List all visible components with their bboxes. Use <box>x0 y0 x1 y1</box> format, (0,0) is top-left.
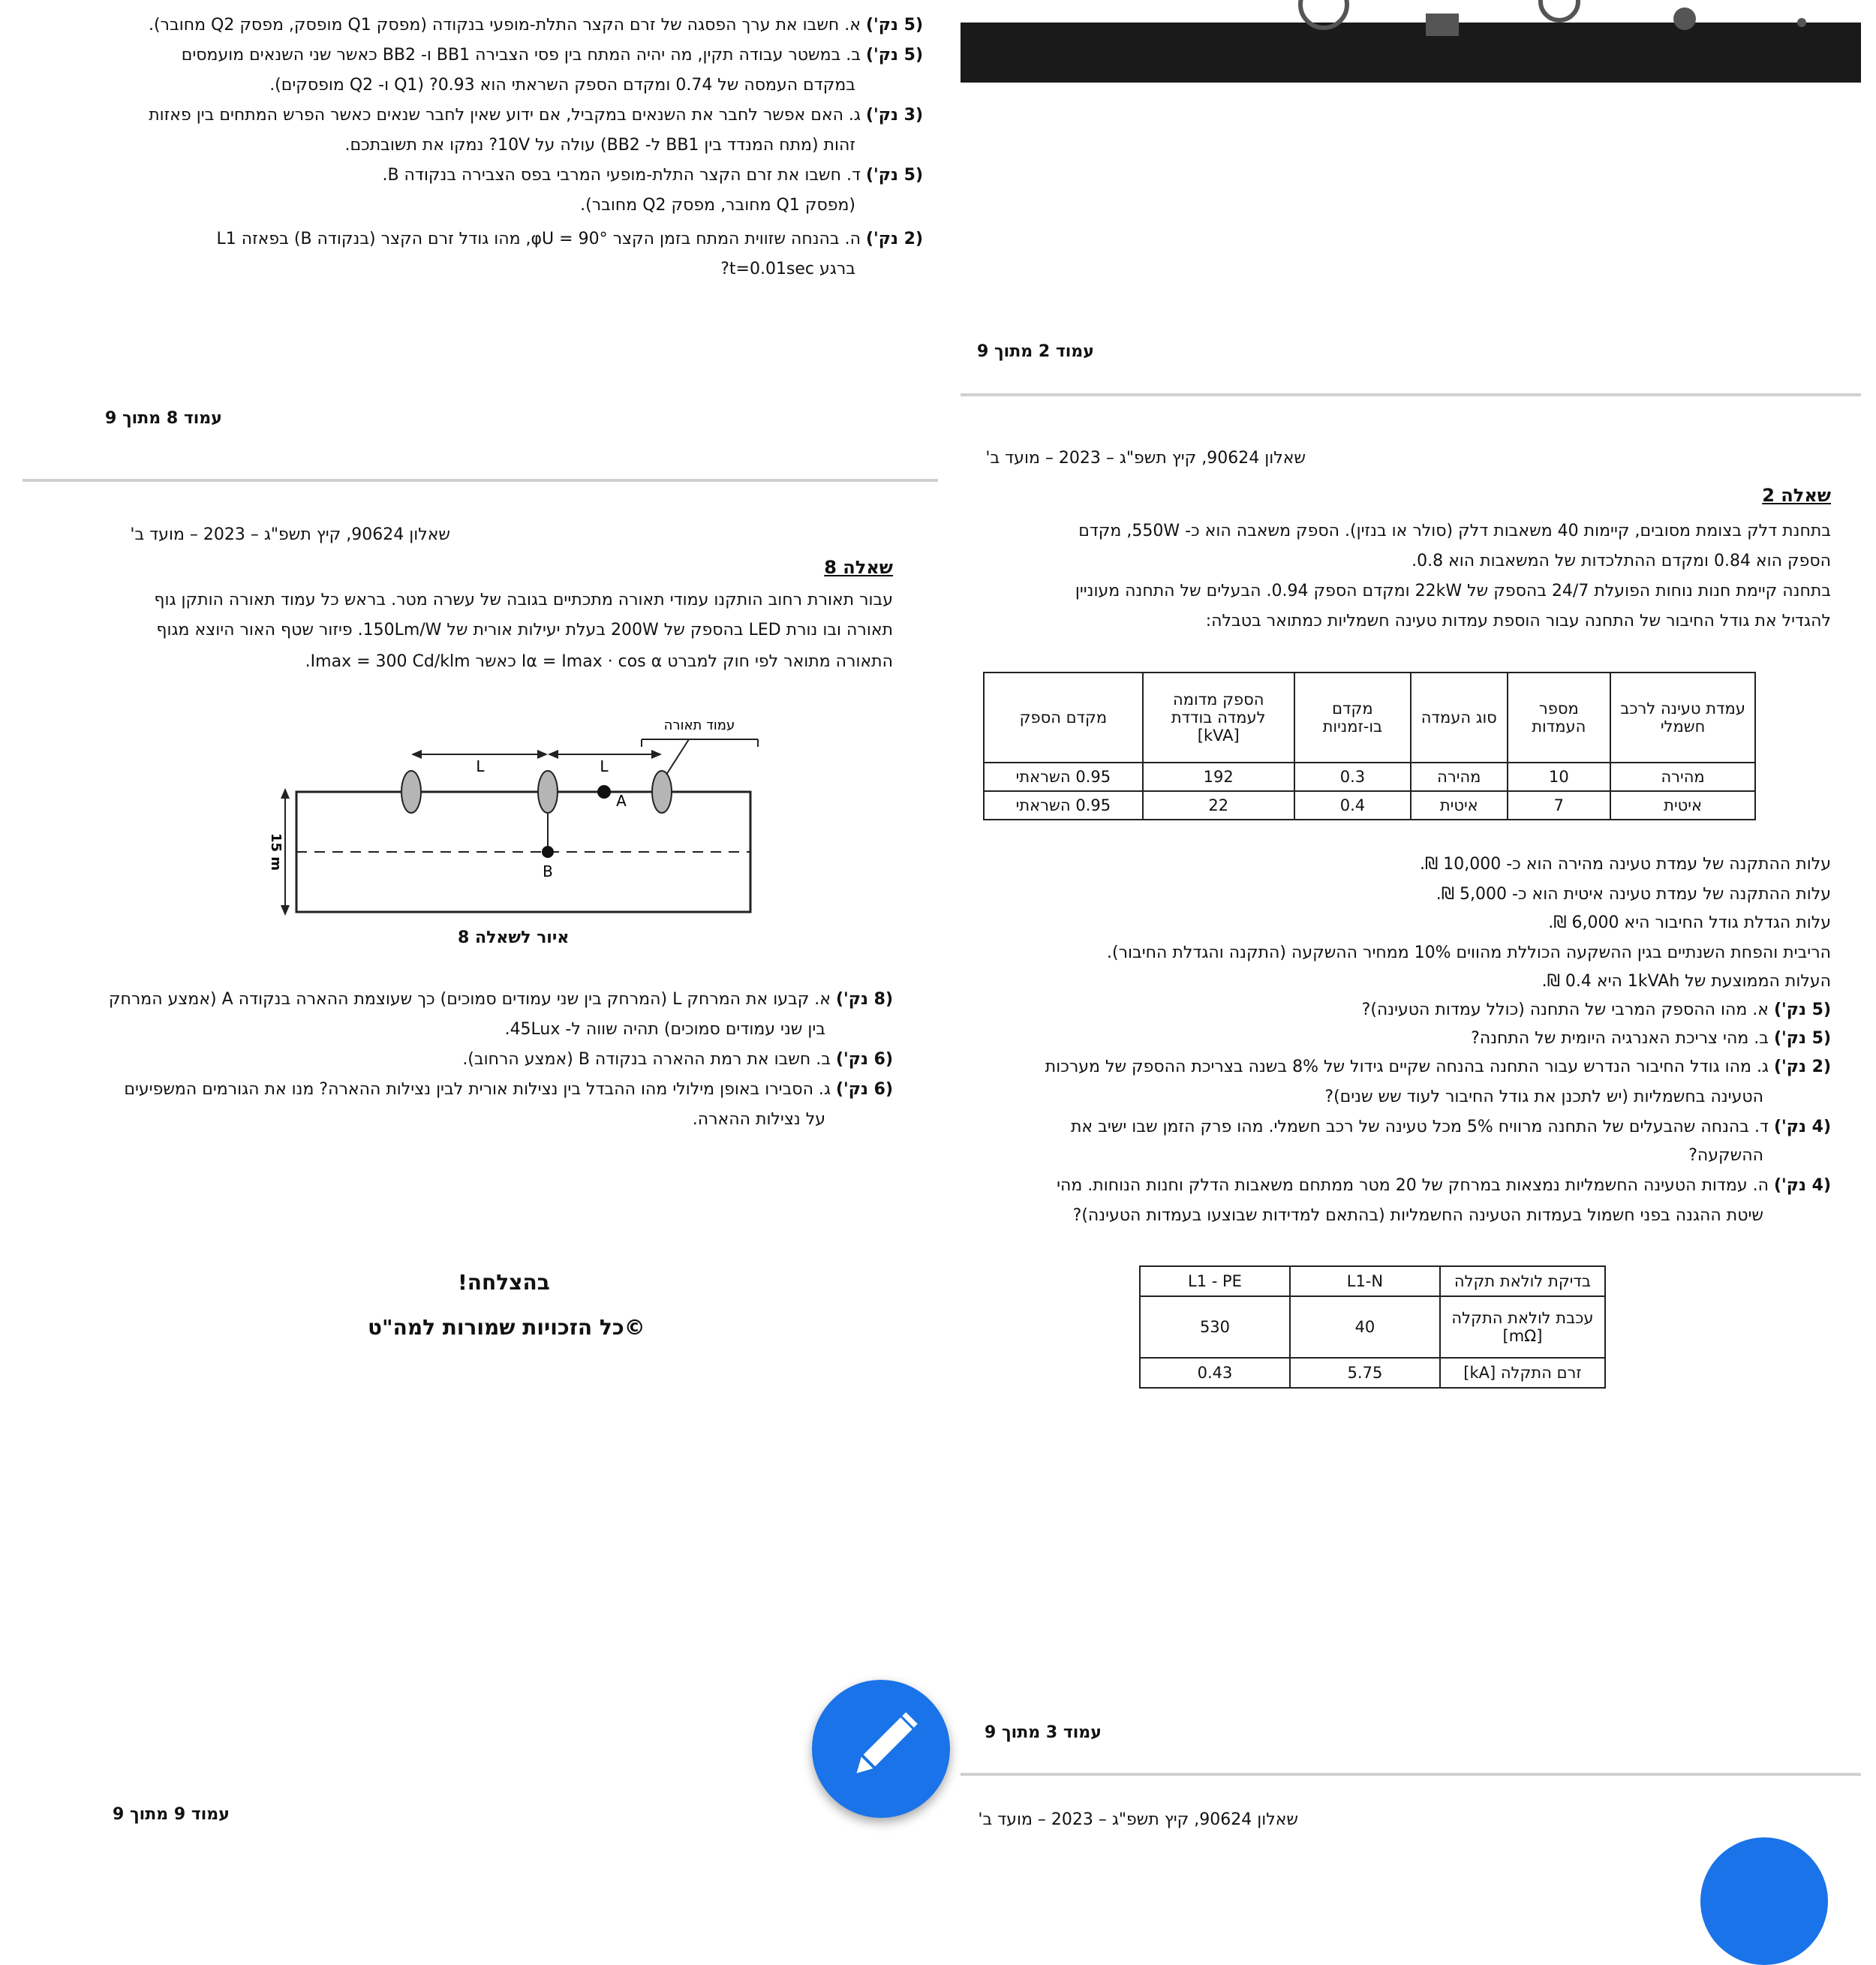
street-lighting-figure <box>263 713 803 961</box>
intro-line: הספק הוא 0.84 ומקדם ההתלכדות של המשאבות הוא 0.8. <box>1412 552 1831 570</box>
q-item: במקדם העמסה של 0.74 ומקדם הספק השראתי הוא 0.93? (Q1 ו- Q2 מופסקים). <box>269 76 855 95</box>
q-item: (6 נק') ב. חשבו את רמת ההארה בנקודה B (אמצע הרחוב). <box>462 1050 893 1069</box>
l-label: L <box>600 757 609 775</box>
good-luck: בהצלחה! <box>458 1270 550 1295</box>
q-item: זהות (מתח המנדד בין BB1 ל- BB2) עולה על 10V? נמקו את תשובתכם. <box>344 136 855 155</box>
share-icon[interactable] <box>1673 8 1696 30</box>
table-header-cell: L1 - PE <box>1140 1266 1290 1296</box>
table-cell: 10 <box>1508 763 1611 791</box>
point-b-label: B <box>543 862 553 880</box>
point-a-label: A <box>616 792 627 810</box>
q-item: (5 נק') ב. מהי צריכת האנרגיה היומית של התחנה? <box>1471 1029 1831 1048</box>
table-row <box>1140 1358 1605 1388</box>
q-item: בין שני עמודים סמוכים) תהיה שווה ל- 45Lux. <box>504 1020 825 1039</box>
table-header-cell: בדיקת לולאת תקלה <box>1440 1266 1605 1296</box>
figure-caption: איור לשאלה 8 <box>458 928 570 947</box>
drive-icon[interactable] <box>1298 0 1351 30</box>
table-cell: 5.75 <box>1290 1358 1440 1388</box>
q-item: שיטת ההגנה בפני חשמול בעמדות הטעינה החשמליות (בהתאם למדידות שבוצעו בעמדות הטעינה)? <box>1072 1206 1763 1225</box>
q-item: (4 נק') ד. בהנחה שהבעלים של התחנה מרוויח 5% מכל טעינה של רכב חשמלי. מהו פרק הזמן שבו ישיב את <box>1070 1118 1831 1136</box>
light-pole <box>401 771 421 813</box>
table-row <box>1140 1296 1605 1358</box>
table-header-row <box>1140 1266 1605 1296</box>
table-header-cell: מקדם הספק <box>984 673 1143 763</box>
table-header-cell: L1-N <box>1290 1266 1440 1296</box>
table-cell: 0.4 <box>1294 791 1411 820</box>
note-line: הריבית והפחת השנתיים בגין ההשקעה הכוללת מהווים 10% ממחיר ההשקעה (התקנה והגדלת החיבור). <box>1107 943 1831 962</box>
left-column <box>23 0 938 1861</box>
fault-loop-table <box>1139 1265 1606 1389</box>
width-label: 15 m <box>268 832 284 871</box>
page-number: עמוד 3 מתוך 9 <box>985 1723 1102 1742</box>
intro-line: להגדיל את גודל החיבור של התחנה עבור הוספת עמדות טעינה חשמליות כמתואר בטבלה: <box>1205 612 1831 630</box>
question-title: שאלה 2 <box>1762 485 1831 506</box>
q-item: (3 נק') ג. האם אפשר לחבר את השנאים במקביל, אם ידוע שאין לחבר שנאים כאשר הפרש המתחים בין פאזות <box>149 106 923 125</box>
table-cell: 7 <box>1508 791 1611 820</box>
intro-line: עבור תאורת רחוב הותקנו עמודי תאורה מתכתיים בגובה של עשרה מטר. בראש כל עמוד תאורה הותקן גוף <box>154 591 893 609</box>
charging-stations-table <box>983 672 1756 820</box>
table-cell: איטית <box>1411 791 1507 820</box>
page-header: שאלון 90624, קיץ תשפ"ג – 2023 – מועד ב' <box>130 525 450 544</box>
table-cell: 530 <box>1140 1296 1290 1358</box>
table-cell: 22 <box>1143 791 1294 820</box>
table-cell: 40 <box>1290 1296 1440 1358</box>
q-item: (2 נק') ג. מהו גודל החיבור הנדרש עבור התחנה בהנחה שקיים גידול של 8% בשנה בצריכת ההספק של מערכות <box>1045 1058 1831 1076</box>
page8-fragment <box>23 11 938 296</box>
pencil-icon <box>812 1680 950 1818</box>
table-row <box>984 763 1755 791</box>
right-column <box>961 0 1876 1876</box>
q-item: (5 נק') א. חשבו את ערך הפסגה של זרם הקצר התלת-מופעי בנקודה (מפסק Q1 מופסק, מפסק Q2 מחובר). <box>148 16 923 35</box>
page-divider <box>961 1773 1861 1776</box>
intro-line: תאורה ובו נורת LED בהספק של 200W בעלת יעילות אורית של 150Lm/W. פיזור שטף האור היוצא מגוף <box>156 621 893 639</box>
page-divider <box>23 479 938 482</box>
q-item: ההשקעה? <box>1688 1146 1763 1165</box>
table-cell: מהירה <box>1411 763 1507 791</box>
q-item: (5 נק') ב. במשטר עבודה תקין, מה יהיה המתח בין פסי הצבירה BB1 ו- BB2 כאשר שני השנאים מועמסים <box>181 46 923 65</box>
table-cell: מהירה <box>1610 763 1755 791</box>
table-cell: 0.43 <box>1140 1358 1290 1388</box>
page-header: שאלון 90624, קיץ תשפ"ג – 2023 – מועד ב' <box>985 449 1306 468</box>
q-item: (4 נק') ה. עמדות הטעינה החשמליות נמצאות במרחק של 20 מטר ממתחם משאבות הדלק וחנות הנוחות. מהי <box>1057 1176 1831 1195</box>
note-line: עלות ההתקנה של עמדת טעינה מהירה הוא כ- 10,000 ₪. <box>1420 855 1831 874</box>
more-icon[interactable] <box>1797 18 1806 27</box>
q-item: (5 נק') א. מהו ההספק המרבי של התחנה (כולל עמדות הטעינה)? <box>1361 1001 1831 1019</box>
table-header-cell: מספר העמדות <box>1508 673 1611 763</box>
note-line: העלות הממוצעת של 1kVAh היא 0.4 ₪. <box>1541 972 1831 991</box>
q-item: (5 נק') ד. חשבו את זרם הקצר התלת-מופעי המרבי בפס הצבירה בנקודה B. <box>382 166 923 185</box>
q-item: הטעינה בחשמליות (יש לתכנן את גודל החיבור לעוד שש שנים)? <box>1324 1088 1763 1106</box>
table-cell: עכבת לולאת התקלה [mΩ] <box>1440 1296 1605 1358</box>
table-header-cell: מקדם בו-זמניות <box>1294 673 1411 763</box>
table-cell: זרם התקלה [kA] <box>1440 1358 1605 1388</box>
table-cell: איטית <box>1610 791 1755 820</box>
intro-line: בתחנה קיימת חנות נוחות הפועלת 24/7 בהספק של 22kW ומקדם הספק 0.94. הבעלים של התחנה מעוניין <box>1075 582 1831 600</box>
file-icon[interactable] <box>1426 14 1459 36</box>
pole-label: עמוד תאורה <box>663 718 735 733</box>
q-item: ברגע t=0.01sec? <box>720 260 855 278</box>
copyright: ©כל הזכויות שמורות למה"ט <box>368 1315 645 1340</box>
edit-button[interactable] <box>812 1680 950 1818</box>
light-pole <box>652 771 672 813</box>
point-a <box>597 785 611 799</box>
search-icon[interactable] <box>1538 0 1591 30</box>
page-divider <box>961 393 1861 396</box>
partial-fab[interactable] <box>1700 1837 1828 1965</box>
question-title: שאלה 8 <box>824 557 893 578</box>
table-cell: 192 <box>1143 763 1294 791</box>
note-line: עלות הגדלת גודל החיבור היא 6,000 ₪. <box>1548 913 1831 932</box>
table-row <box>984 791 1755 820</box>
viewer-toolbar <box>961 23 1861 83</box>
intro-line: בתחנת דלק בצומת מסובים, קיימות 40 משאבות דלק (סולר או בנזין). הספק משאבה הוא כ- 550W, מקדם <box>1078 522 1831 540</box>
point-b <box>542 846 554 858</box>
page-number: עמוד 9 מתוך 9 <box>113 1805 230 1824</box>
page-number: עמוד 8 מתוך 9 <box>105 409 222 428</box>
table-header-row <box>984 673 1755 763</box>
note-line: עלות ההתקנה של עמדת טעינה איטית הוא כ- 5,000 ₪. <box>1436 885 1831 904</box>
light-pole <box>538 771 558 813</box>
q-item: (8 נק') א. קבעו את המרחק L (המרחק בין שני עמודים סמוכים) כך שעוצמת ההארה בנקודה A (אמצע המרחק <box>108 990 893 1009</box>
table-cell: 0.95 השראתי <box>984 791 1143 820</box>
q-item: (מפסק Q1 מחובר, מפסק Q2 מחובר). <box>580 196 855 215</box>
q-item: על נצילות ההארה. <box>692 1110 825 1129</box>
q-item: (2 נק') ה. בהנחה שזווית המתח בזמן הקצר φU = 90°, מהו גודל זרם הקצר (בנקודה B) בפאזה L1 <box>216 230 923 248</box>
table-header-cell: הספק מדומה לעמדה בודדת [kVA] <box>1143 673 1294 763</box>
table-cell: 0.95 השראתי <box>984 763 1143 791</box>
page-header: שאלון 90624, קיץ תשפ"ג – 2023 – מועד ב' <box>978 1810 1298 1829</box>
table-header-cell: עמדת טעינה לרכב חשמלי <box>1610 673 1755 763</box>
intro-line: התאורה מתואר לפי חוק למברט Iα = Imax · cos α כאשר Imax = 300 Cd/klm. <box>305 652 893 671</box>
q-item: (6 נק') ג. הסבירו באופן מילולי מהו ההבדל בין נצילות אורית לבין נצילות ההארה? מנו את הגורמים המשפיעים <box>124 1080 893 1099</box>
page-number: עמוד 2 מתוך 9 <box>977 342 1094 361</box>
l-label: L <box>476 757 485 775</box>
table-header-cell: סוג העמדה <box>1411 673 1507 763</box>
table-cell: 0.3 <box>1294 763 1411 791</box>
